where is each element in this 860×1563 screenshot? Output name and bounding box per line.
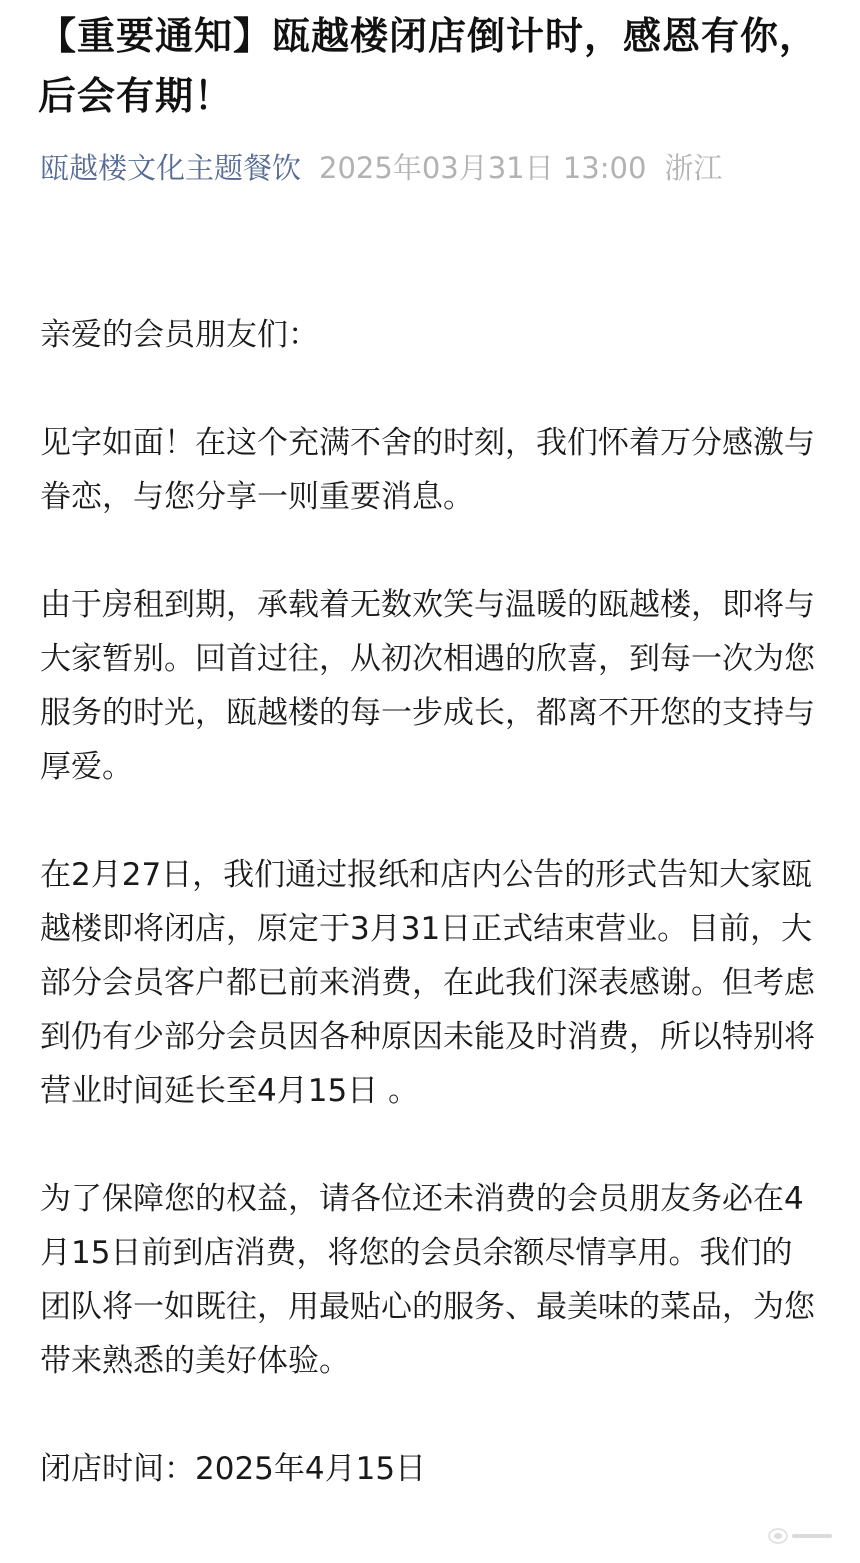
account-name-link[interactable]: 瓯越楼文化主题餐饮 bbox=[40, 151, 302, 185]
publish-location: 浙江 bbox=[664, 151, 723, 185]
body-paragraph-2: 由于房租到期，承载着无数欢笑与温暖的瓯越楼，即将与大家暂别。回首过往，从初次相遇的欣喜，到每一次为您服务的时光，瓯越楼的每一步成长，都离不开您的支持与厚爱。 bbox=[40, 587, 815, 785]
body-paragraph-4: 为了保障您的权益，请各位还未消费的会员朋友务必在4月15日前到店消费，将您的会员余额尽情享用。我们的团队将一如既往，用最贴心的服务、最美味的菜品，为您带来熟悉的美好体验。 bbox=[40, 1181, 815, 1379]
article-title: 【重要通知】瓯越楼闭店倒计时，感恩有你，后会有期！ bbox=[38, 14, 819, 118]
closing-date-paragraph: 闭店时间：2025年4月15日 bbox=[40, 1451, 427, 1487]
body-paragraph-3: 在2月27日，我们通过报纸和店内公告的形式告知大家瓯越楼即将闭店，原定于3月31日正式结束营业。目前，大部分会员客户都已前来消费，在此我们深表感谢。但考虑到仍有少部分会员因各种原因未能及时消费，所以特别将营业时间延长至4月15日 。 bbox=[40, 857, 815, 1109]
greeting-paragraph: 亲爱的会员朋友们： bbox=[40, 317, 319, 353]
watermark-logo-icon bbox=[766, 1525, 836, 1547]
article-meta bbox=[40, 148, 840, 188]
body-paragraph-1: 见字如面！在这个充满不舍的时刻，我们怀着万分感激与眷恋，与您分享一则重要消息。 bbox=[40, 425, 815, 515]
publish-time: 2025年03月31日 13:00 bbox=[319, 151, 647, 185]
article-body bbox=[40, 308, 822, 1496]
